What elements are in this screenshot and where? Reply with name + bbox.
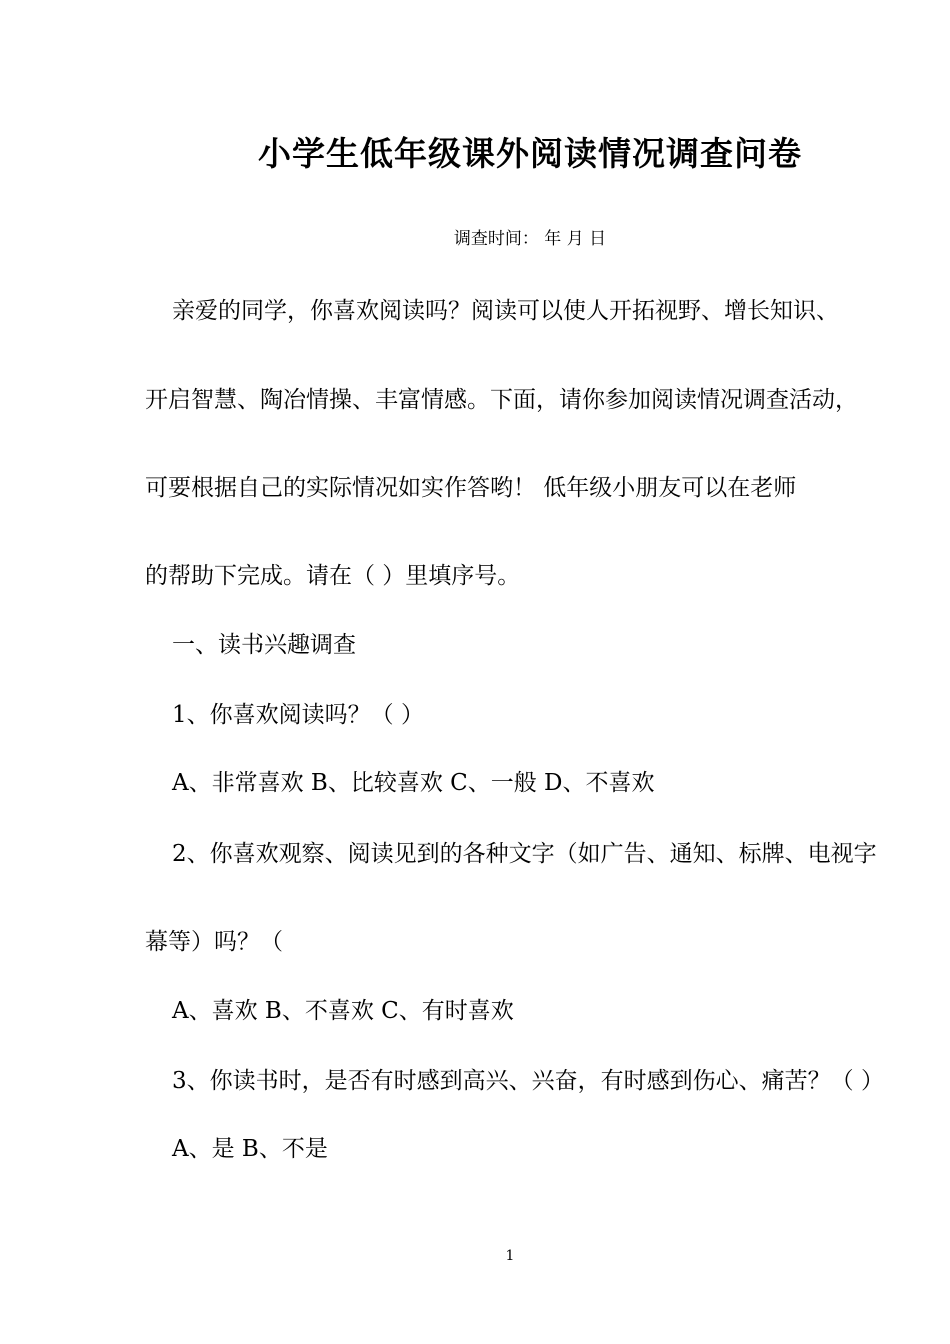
section-heading: 一、读书兴趣调查: [172, 632, 356, 658]
intro-line-3: 可要根据自己的实际情况如实作答哟！ 低年级小朋友可以在老师: [145, 475, 797, 501]
question-3-options: A、是 B、不是: [172, 1136, 328, 1162]
page-number: 1: [505, 1248, 515, 1264]
intro-line-2: 开启智慧、陶冶情操、丰富情感。下面，请你参加阅读情况调查活动，: [145, 387, 858, 413]
question-1-options: A、非常喜欢 B、比较喜欢 C、一般 D、不喜欢: [172, 770, 655, 796]
intro-line-1: 亲爱的同学，你喜欢阅读吗？阅读可以使人开拓视野、增长知识、: [172, 298, 839, 324]
document-title: 小学生低年级课外阅读情况调查问卷: [258, 134, 802, 173]
question-3: 3、你读书时，是否有时感到高兴、兴奋，有时感到伤心、痛苦？（ ）: [172, 1068, 884, 1094]
question-1: 1、你喜欢阅读吗？（ ）: [172, 702, 424, 728]
intro-line-4: 的帮助下完成。请在（ ）里填序号。: [145, 563, 521, 589]
survey-date-line: 调查时间： 年 月 日: [453, 229, 607, 249]
question-2-options: A、喜欢 B、不喜欢 C、有时喜欢: [172, 998, 514, 1024]
question-2-line-2: 幕等）吗？（: [145, 929, 283, 955]
question-2-line-1: 2、你喜欢观察、阅读见到的各种文字（如广告、通知、标牌、电视字: [172, 841, 877, 867]
